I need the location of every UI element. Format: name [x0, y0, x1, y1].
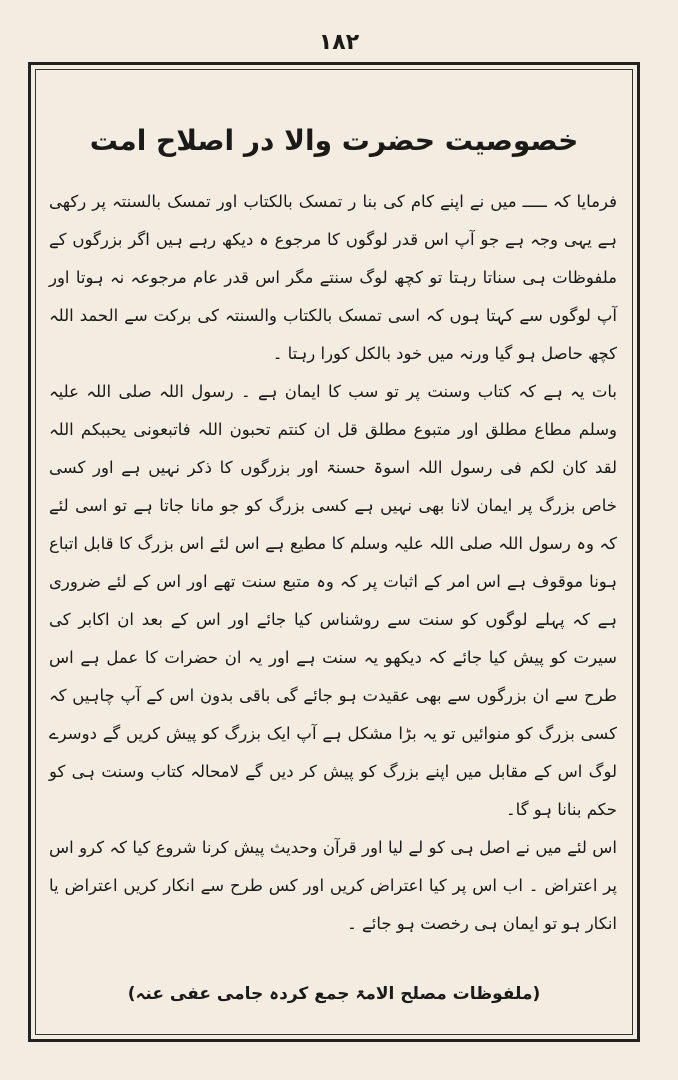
paragraph-1: فرمایا کہ ـــــ میں نے اپنے کام کی بنا ر تمسک بالکتاب اور تمسک بالسنتہ پر رکھی ہے یہی وجہ ہے جو آپ اس قدر لوگوں کا مرجوع ہ دیکھ رہے ہیں اگر بزرگوں کے ملفوظات ہی سناتا رہتا تو کچھ لوگ سنتے مگر اس قدر عام مرجوعہ نہ ہوتا اور آپ لوگوں سے کہتا ہوں کہ اسی تمسک بالکتاب والسنتہ کی برکت سے الحمد اللہ کچھ حاصل ہو گیا ورنہ میں خود بالکل کورا رہتا ۔	[49, 192, 617, 363]
paragraph-3: اس لئے میں نے اصل ہی کو لے لیا اور قرآن وحدیث پیش کرنا شروع کیا کہ کرو اس پر اعتراض ۔ اب اس پر کیا اعتراض کریں اور کس طرح سے انکار کریں اعتراض یا انکار ہو تو ایمان ہی رخصت ہو جائے ۔	[49, 838, 617, 933]
paragraph-2: بات یہ ہے کہ کتاب وسنت پر تو سب کا ایمان ہے ۔ رسول اللہ صلی اللہ علیہ وسلم مطاع مطلق اور متبوع مطلق قل ان کنتم تحبون اللہ فاتبعونی یحببکم اللہ لقد کان لکم فی رسول اللہ اسوۃ حسنۃ اور بزرگوں کا ذکر نہیں ہے اور کسی خاص بزرگ پر ایمان لانا بھی نہیں ہے کسی بزرگ کو جو مانا جاتا ہے تو اسی لئے کہ وہ رسول اللہ صلی اللہ علیہ وسلم کا مطیع ہے اس لئے اس بزرگ کا قابل اتباع ہونا موقوف ہے اس امر کے اثبات پر کہ وہ متبع سنت تھے اور اس کے لئے ضروری ہے کہ پہلے لوگوں کو سنت سے روشناس کیا جائے اور اس کے بعد ان اکابر کی سیرت کو پیش کیا جائے کہ دیکھو یہ سنت ہے اور یہ ان حضرات کا عمل ہے اس طرح سے ان بزرگوں سے بھی عقیدت ہو جائے گی باقی بدون اس کے آپ چاہیں کہ کسی بزرگ کو منوائیں تو یہ بڑا مشکل ہے آپ ایک بزرگ کو پیش کریں گے دوسرے لوگ اس کے مقابل میں اپنے بزرگ کو پیش کر دیں گے لامحالہ کتاب وسنت ہی کو حکم بنانا ہو گا۔	[49, 382, 617, 819]
page-number: ۱۸۲	[318, 30, 360, 55]
body-text	[49, 183, 617, 943]
source-citation: (ملفوظات مصلح الامۃ جمع کردہ جامی عفی عنہ)	[127, 984, 541, 1004]
page-frame	[28, 62, 640, 1042]
page-title: خصوصیت حضرت والا در اصلاح امت	[89, 124, 579, 157]
